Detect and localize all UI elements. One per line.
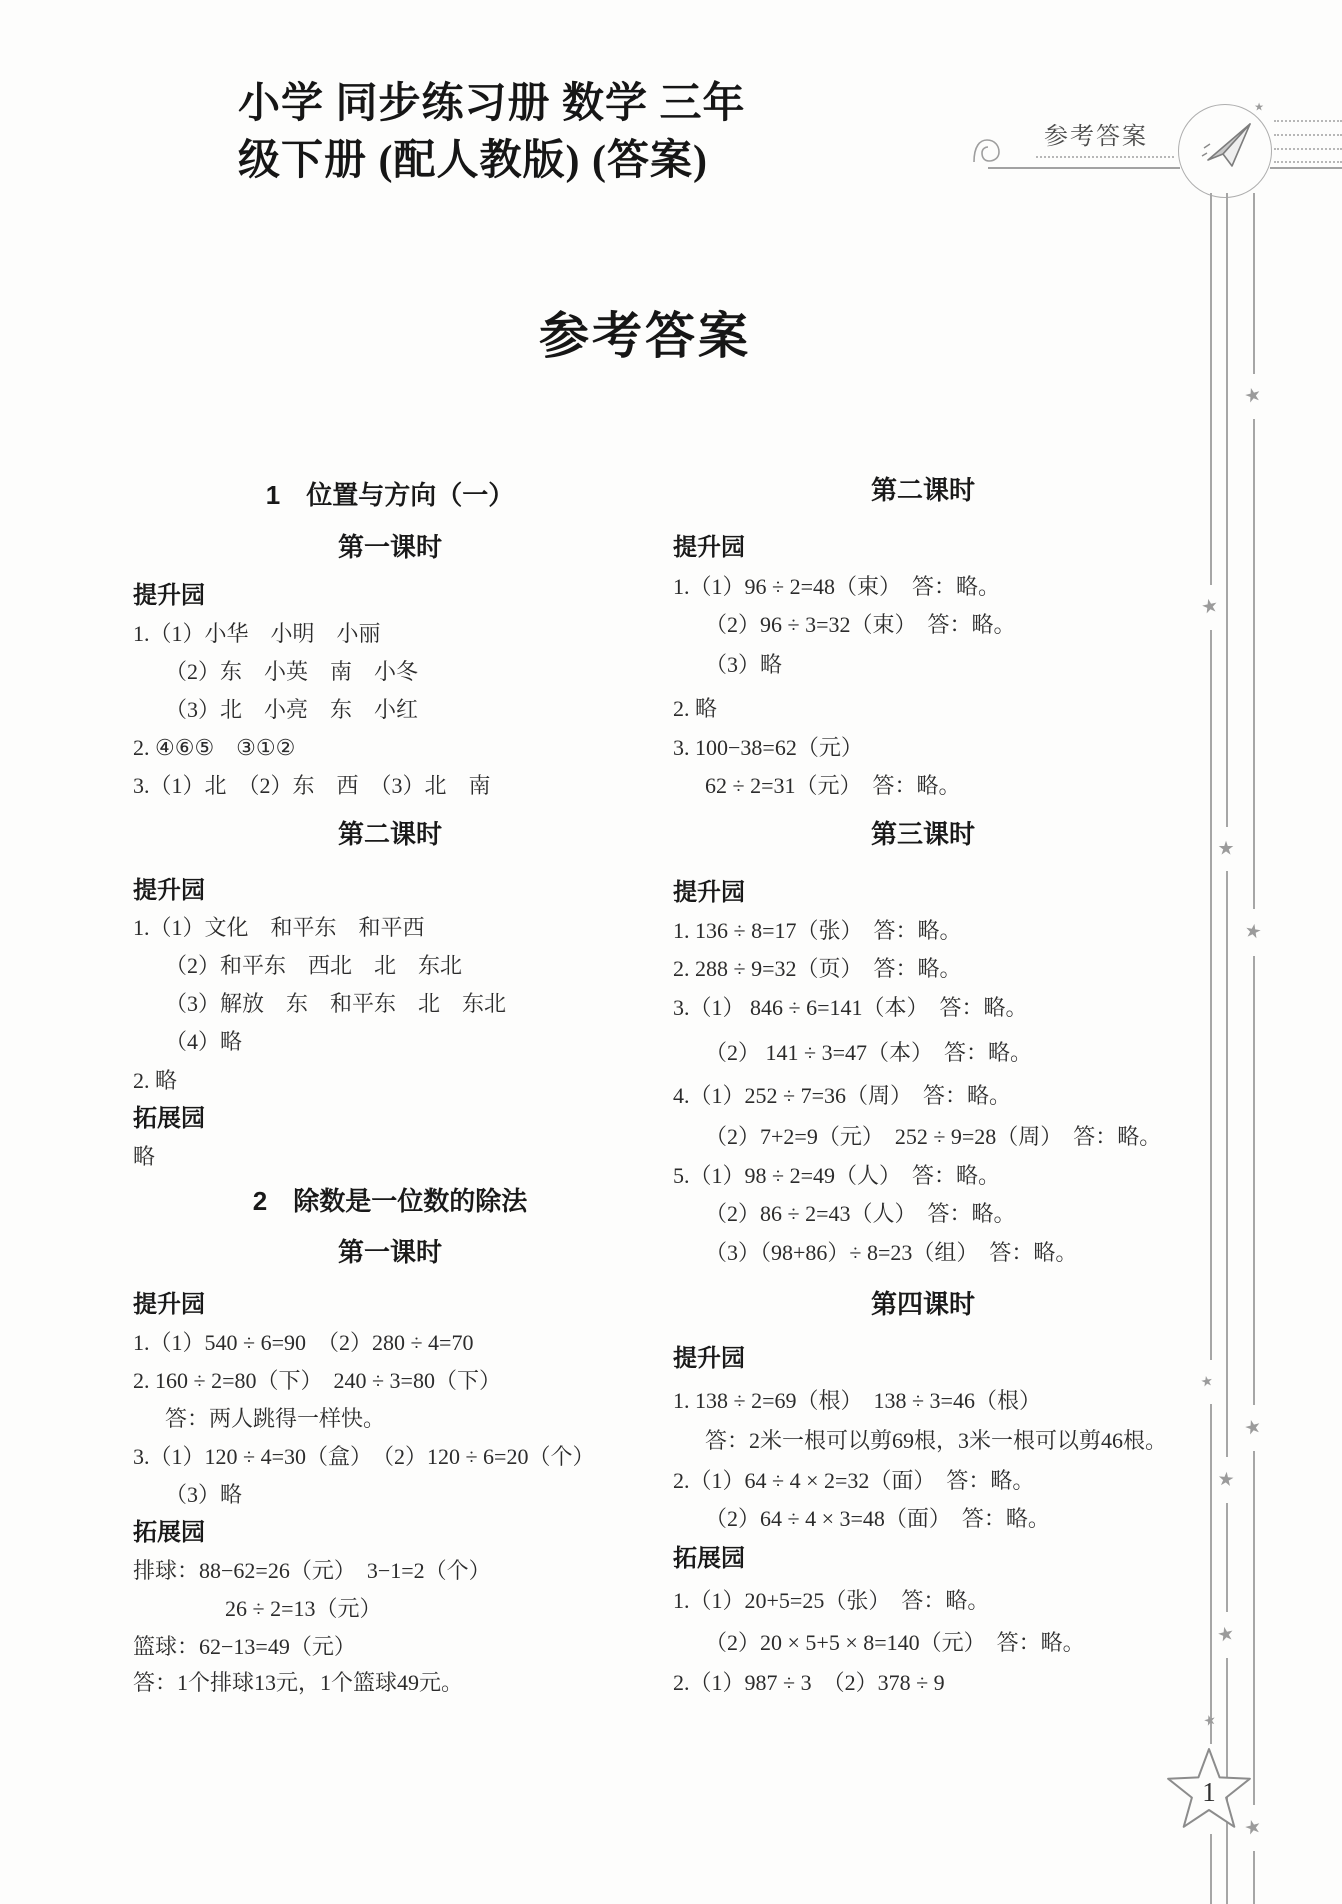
answer-line: 26 ÷ 2=13（元）: [225, 1596, 382, 1621]
star-icon: ★: [1254, 100, 1264, 114]
margin-rule: [1253, 193, 1255, 374]
margin-rule: [1253, 419, 1255, 909]
answer-line: 62 ÷ 2=31（元） 答：略。: [705, 773, 961, 798]
star-icon: ★: [1241, 382, 1264, 409]
answer-line: 篮球：62−13=49（元）: [133, 1634, 356, 1659]
garden-label: 提升园: [673, 534, 745, 561]
answer-line: 1. 138 ÷ 2=69（根） 138 ÷ 3=46（根）: [673, 1388, 1041, 1413]
answer-line: 答：两人跳得一样快。: [165, 1406, 386, 1431]
header-rule-right: [1270, 167, 1342, 169]
answer-line: 3.（1）120 ÷ 4=30（盒） （2）120 ÷ 6=20（个）: [133, 1444, 595, 1469]
paper-plane-icon: [1196, 118, 1258, 176]
margin-rule: [1226, 193, 1228, 827]
answer-line: 2.（1）64 ÷ 4 × 2=32（面） 答：略。: [673, 1468, 1035, 1493]
star-icon: ★: [1199, 593, 1221, 620]
running-head-label: 参考答案: [1044, 124, 1148, 150]
answer-line: 1.（1）文化 和平东 和平西: [133, 915, 425, 940]
answers-column-right: [673, 0, 1173, 1904]
answer-line: 1. 136 ÷ 8=17（张） 答：略。: [673, 918, 962, 943]
answer-line: （2）20 × 5+5 × 8=140（元） 答：略。: [705, 1630, 1085, 1655]
star-icon: ★: [1215, 1621, 1237, 1648]
dotted-rule: [1274, 161, 1342, 163]
dotted-rule: [1274, 120, 1342, 122]
star-icon: ★: [1242, 919, 1264, 944]
answer-line: （3）北 小亮 东 小红: [165, 697, 419, 722]
lesson-heading: 第一课时: [337, 1238, 442, 1267]
page-title-line2: 级下册 (配人教版) (答案): [238, 138, 708, 184]
answer-line: （2） 141 ÷ 3=47（本） 答：略。: [705, 1040, 1032, 1065]
garden-label: 提升园: [133, 1291, 205, 1318]
answer-line: （2）和平东 西北 北 东北: [165, 953, 463, 978]
garden-label: 提升园: [673, 879, 745, 906]
dotted-rule: [1274, 148, 1342, 150]
answer-line: 1.（1）540 ÷ 6=90 （2）280 ÷ 4=70: [133, 1330, 474, 1355]
star-icon: ★: [1241, 1814, 1264, 1841]
section-heading: 1 位置与方向（一）: [265, 480, 515, 510]
answer-line: 4.（1）252 ÷ 7=36（周） 答：略。: [673, 1083, 1011, 1108]
answer-line: 2. 略: [673, 696, 718, 721]
lesson-heading: 第三课时: [870, 820, 975, 849]
margin-rule: [1210, 1834, 1212, 1904]
section-heading: 2 除数是一位数的除法: [252, 1186, 528, 1216]
lesson-heading: 第一课时: [337, 533, 442, 562]
answer-line: （3）略: [165, 1482, 243, 1507]
star-icon: ★: [1216, 1467, 1236, 1492]
garden-label: 提升园: [133, 877, 205, 904]
margin-rule: [1210, 193, 1212, 585]
answer-line: （2）86 ÷ 2=43（人） 答：略。: [705, 1201, 1016, 1226]
answer-line: 2. 略: [133, 1068, 178, 1093]
answer-line: 排球：88−62=26（元） 3−1=2（个）: [133, 1558, 491, 1583]
margin-rule: [1253, 1851, 1255, 1904]
answer-line: 1.（1）20+5=25（张） 答：略。: [673, 1588, 990, 1613]
margin-rule: [1226, 871, 1228, 1457]
star-icon: ★: [1217, 837, 1235, 860]
answer-line: （3）（98+86）÷ 8=23（组） 答：略。: [705, 1240, 1078, 1265]
garden-label: 拓展园: [133, 1519, 205, 1546]
page-number: 1: [1202, 1776, 1216, 1807]
lesson-heading: 第二课时: [337, 820, 442, 849]
lesson-heading: 第二课时: [870, 476, 975, 505]
answer-line: （3）略: [705, 652, 783, 677]
garden-label: 提升园: [133, 582, 205, 609]
answer-line: 略: [133, 1144, 156, 1169]
answer-line: 答：1个排球13元，1个篮球49元。: [133, 1670, 464, 1695]
answer-line: 2. ④⑥⑤ ③①②: [133, 735, 296, 760]
answer-line: 1.（1）小华 小明 小丽: [133, 621, 381, 646]
answer-line: （3）解放 东 和平东 北 东北: [165, 991, 507, 1016]
answer-line: 答：2米一根可以剪69根，3米一根可以剪46根。: [705, 1428, 1168, 1453]
answer-line: 1.（1）96 ÷ 2=48（束） 答：略。: [673, 574, 1000, 599]
star-icon: ★: [1201, 1711, 1219, 1731]
answer-line: 5.（1）98 ÷ 2=49（人） 答：略。: [673, 1163, 1000, 1188]
answer-line: 2.（1）987 ÷ 3 （2）378 ÷ 9: [673, 1670, 945, 1695]
garden-label: 提升园: [673, 1345, 745, 1372]
answer-line: 3. 100−38=62（元）: [673, 735, 863, 760]
answer-line: 2. 288 ÷ 9=32（页） 答：略。: [673, 956, 962, 981]
dotted-rule: [1274, 134, 1342, 136]
margin-rule: [1210, 1404, 1212, 1744]
lesson-heading: 第四课时: [870, 1290, 975, 1319]
answer-line: 3.（1）北 （2）东 西 （3）北 南: [133, 773, 491, 798]
margin-rule: [1210, 630, 1212, 1360]
answer-line: 2. 160 ÷ 2=80（下） 240 ÷ 3=80（下）: [133, 1368, 501, 1393]
answer-line: （2）96 ÷ 3=32（束） 答：略。: [705, 612, 1016, 637]
garden-label: 拓展园: [133, 1105, 205, 1132]
answers-column-left: [133, 0, 647, 1904]
star-icon: ★: [1241, 1414, 1264, 1441]
answer-line: （2）7+2=9（元） 252 ÷ 9=28（周） 答：略。: [705, 1124, 1162, 1149]
garden-label: 拓展园: [673, 1545, 745, 1572]
margin-rule: [1253, 956, 1255, 1405]
margin-rule: [1226, 1503, 1228, 1612]
page-title-line1: 小学 同步练习册 数学 三年: [238, 81, 746, 127]
star-icon: ★: [1199, 1373, 1215, 1391]
answer-line: （2）64 ÷ 4 × 3=48（面） 答：略。: [705, 1506, 1050, 1531]
answers-heading: 参考答案: [539, 308, 751, 364]
answer-line: （4）略: [165, 1029, 243, 1054]
answer-line: （2）东 小英 南 小冬: [165, 659, 419, 684]
answer-line: 3.（1） 846 ÷ 6=141（本） 答：略。: [673, 995, 1028, 1020]
